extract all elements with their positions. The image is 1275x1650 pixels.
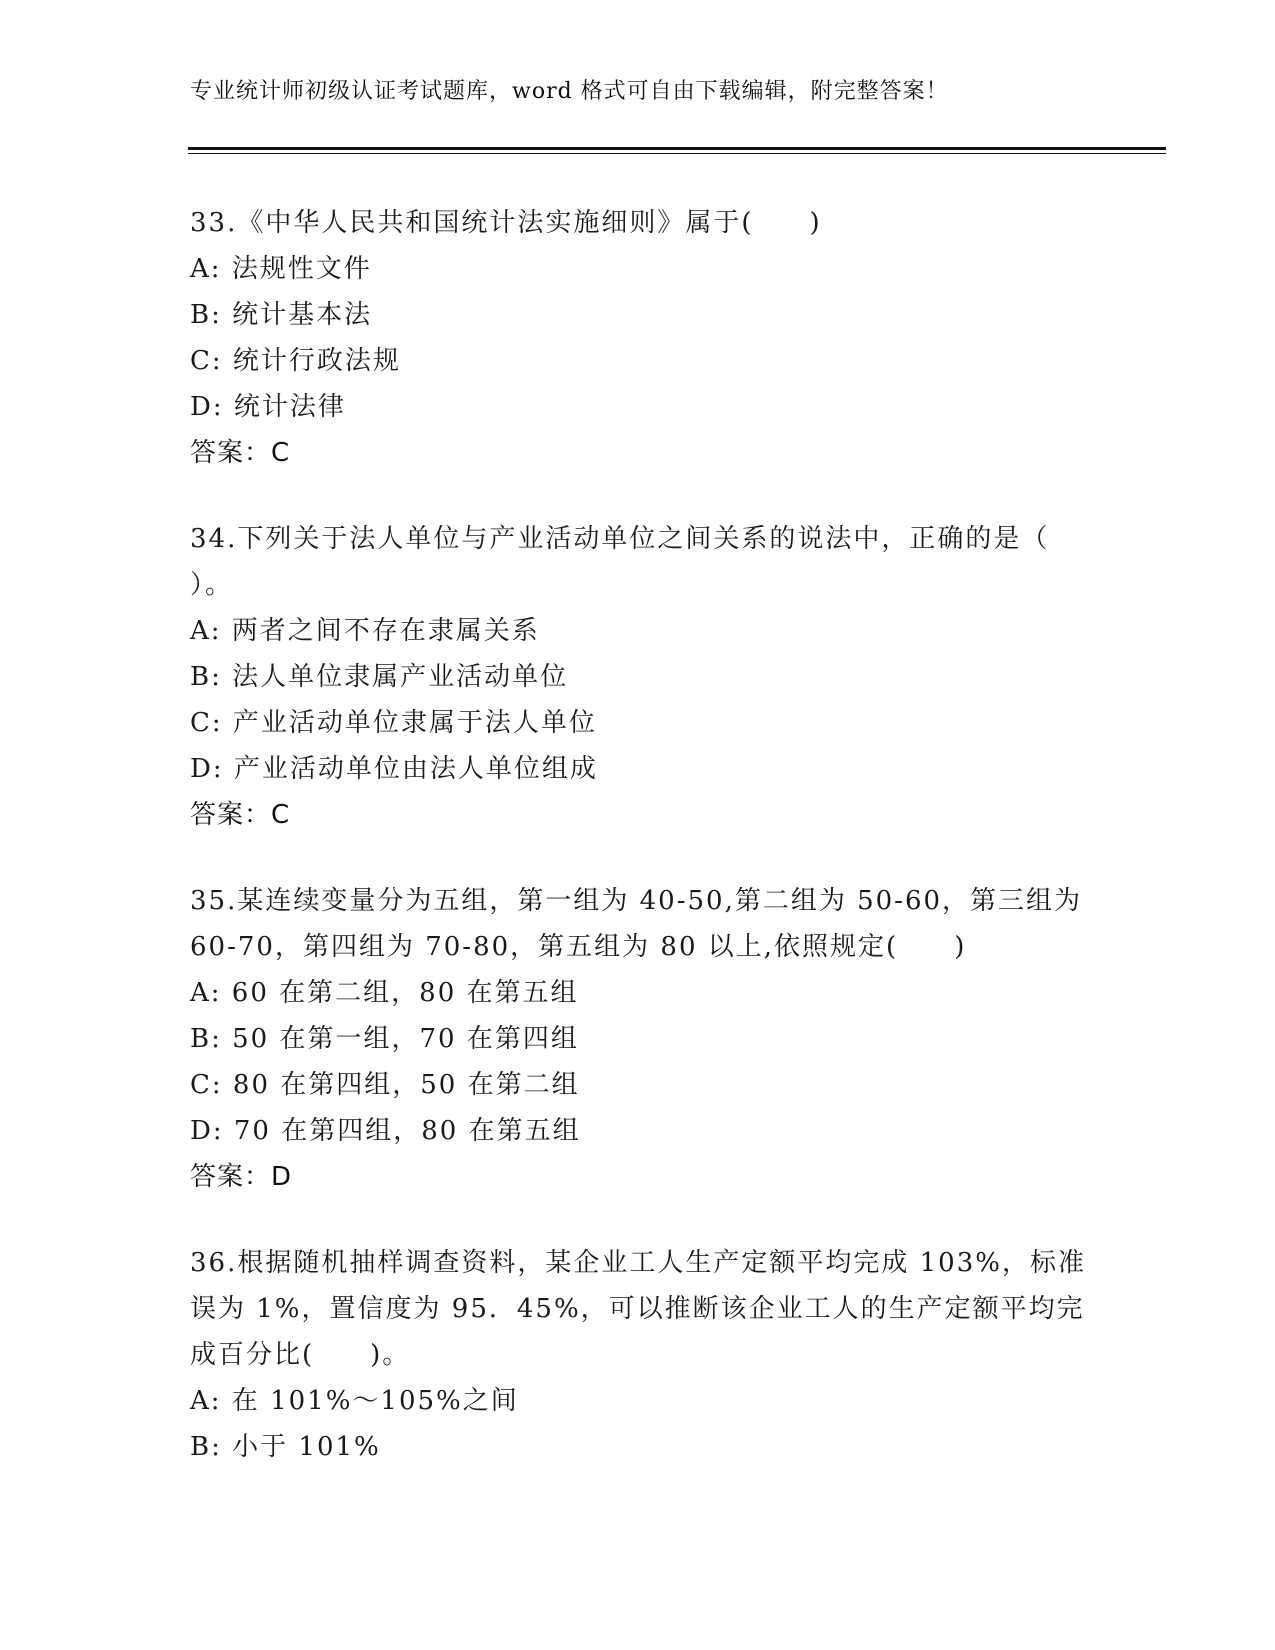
option-c: C: 80 在第四组，50 在第二组	[190, 1070, 580, 1100]
page-header: 专业统计师初级认证考试题库，word 格式可自由下载编辑，附完整答案！	[190, 79, 949, 104]
option-a: A: 两者之间不存在隶属关系	[190, 616, 540, 646]
question-36	[190, 1240, 1090, 1470]
question-34	[190, 516, 1090, 838]
header-divider	[188, 147, 1166, 154]
answer-text: 答案：C	[190, 438, 291, 468]
question-stem: 33.《中华人民共和国统计法实施细则》属于( )	[190, 208, 822, 238]
option-b: B: 统计基本法	[190, 300, 373, 330]
option-a: A: 60 在第二组，80 在第五组	[190, 978, 579, 1008]
question-33	[190, 200, 1090, 476]
question-35	[190, 878, 1090, 1200]
question-stem-cont: 误为 1%，置信度为 95．45%，可以推断该企业工人的生产定额平均完	[190, 1294, 1085, 1324]
question-stem-cont: 成百分比( )。	[190, 1340, 411, 1370]
answer-text: 答案：D	[190, 1162, 293, 1192]
option-a: A: 在 101%～105%之间	[190, 1386, 519, 1416]
option-b: B: 50 在第一组，70 在第四组	[190, 1024, 579, 1054]
question-stem: 34.下列关于法人单位与产业活动单位之间关系的说法中，正确的是（	[190, 524, 1050, 554]
question-list	[190, 200, 1090, 1510]
option-b: B: 法人单位隶属产业活动单位	[190, 662, 569, 692]
question-stem-cont: ）。	[190, 570, 234, 600]
option-b: B: 小于 101%	[190, 1432, 381, 1462]
option-d: D: 产业活动单位由法人单位组成	[190, 754, 598, 784]
option-a: A: 法规性文件	[190, 254, 372, 284]
answer-text: 答案：C	[190, 800, 291, 830]
option-d: D: 70 在第四组，80 在第五组	[190, 1116, 581, 1146]
question-stem-cont: 60-70，第四组为 70-80，第五组为 80 以上,依照规定( )	[190, 932, 967, 962]
question-stem: 35.某连续变量分为五组，第一组为 40-50,第二组为 50-60，第三组为	[190, 886, 1083, 916]
option-d: D: 统计法律	[190, 392, 346, 422]
option-c: C: 统计行政法规	[190, 346, 401, 376]
question-stem: 36.根据随机抽样调查资料，某企业工人生产定额平均完成 103%，标准	[190, 1248, 1086, 1278]
option-c: C: 产业活动单位隶属于法人单位	[190, 708, 597, 738]
